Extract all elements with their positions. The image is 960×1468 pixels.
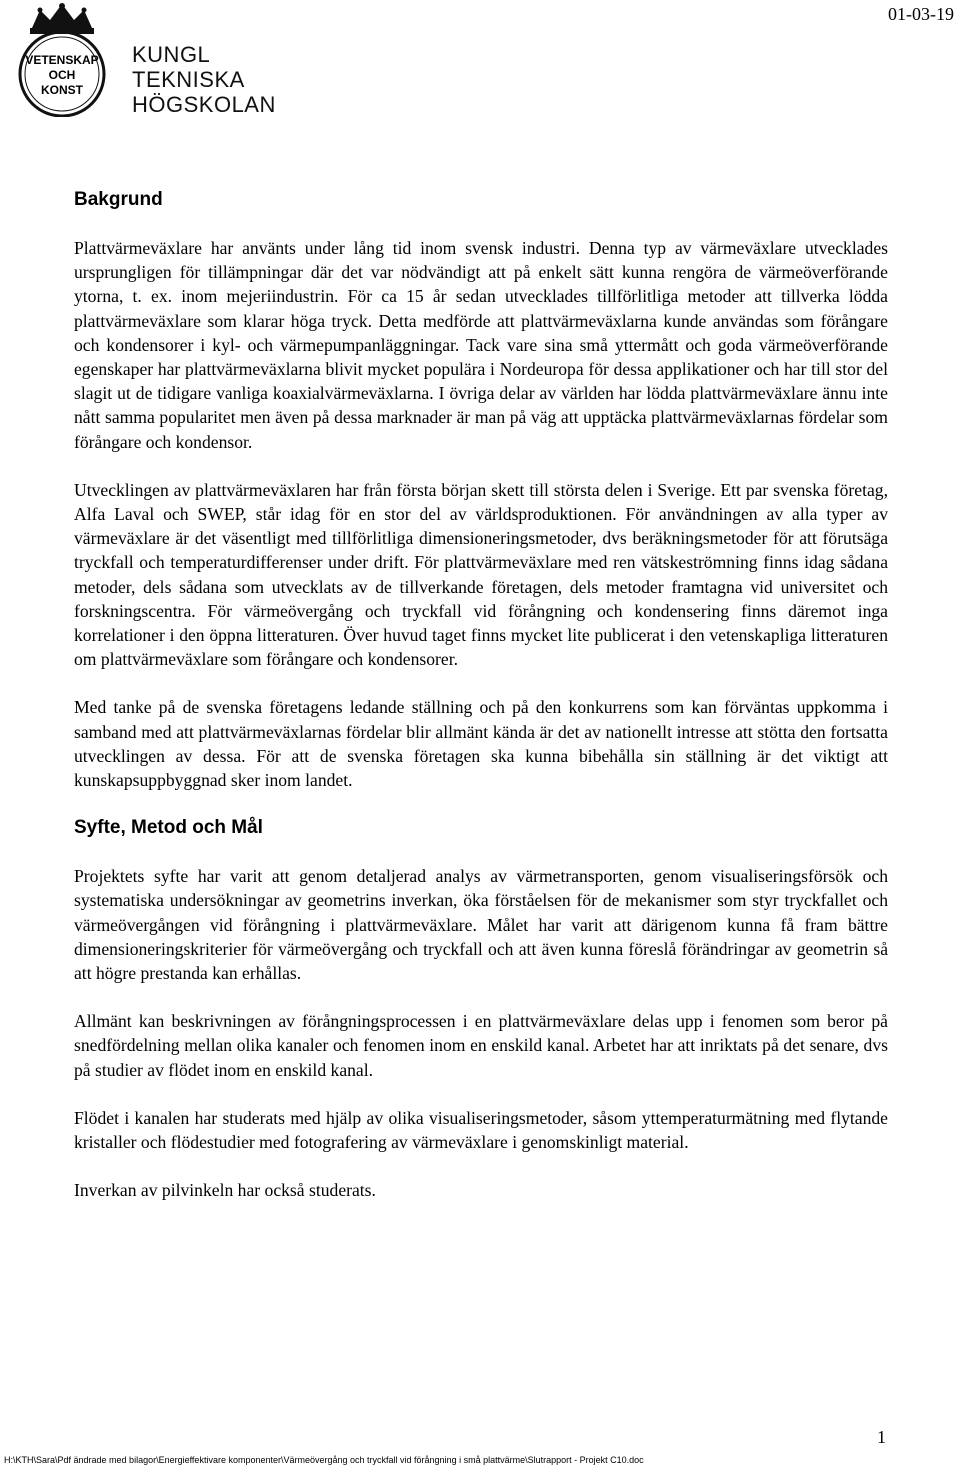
wordmark-line-2: TEKNISKA [132,67,245,92]
paragraph: Plattvärmeväxlare har använts under lång tid inom svensk industri. Denna typ av värmeväxlare utvecklades ursprungligen för tillämpningar där det var nödvändigt att på enkelt sätt kunna rengöra de värmeöverförande ytorna, t. ex. inom mejeriindustrin. För ca 15 år sedan utvecklades tillförlitliga metoder att tillverka lödda plattvärmeväxlare som klarar höga tryck. Detta medförde att plattvärmeväxlarna kunde användas som förångare och kondensorer i kyl- och värmepumpanläggningar. Tack vare sina små yttermått och goda värmeöverförande egenskaper har plattvärmeväxlarna blivit mycket populära i Nordeuropa för dessa applikationer och har till stor del slagit ut de tidigare vanliga koaxialvärmeväxlarna. I övriga delar av världen har lödda plattvärmeväxlare ännu inte nått samma popularitet men även på dessa marknader är man på väg att upptäcka plattvärmeväxlarnas fördelar som förångare och kondensor. [74,238,888,452]
paragraph: Utvecklingen av plattvärmeväxlaren har från första början skett till största delen i Sverige. Ett par svenska företag, Alfa Laval och SWEP, står idag för en stor del av världsproduktionen. För användningen av alla typer av värmeväxlare är det väsentligt med tillförlitliga dimensioneringsmetoder, dvs beräkningsmetoder för att förutsäga tryckfall och temperaturdifferenser under drift. För plattvärmeväxlare med ren vätskeströmning finns idag sådana metoder, dels sådana som utvecklats av de tillverkande företagen, dels metoder framtagna vid universitet och forskningscentra. För värmeövergång och tryckfall vid förångning och kondensering finns däremot inga korrelationer i den öppna litteraturen. Över huvud taget finns mycket lite publicerat i den vetenskapliga litteraturen om plattvärmeväxlare som förångare och kondensorer. [74,479,888,670]
seal-text-1: VETENSKAP [25,53,99,67]
page-number: 1 [877,1427,886,1447]
section-heading-syfte: Syfte, Metod och Mål [74,817,263,839]
kth-seal-icon [2,2,132,117]
wordmark-line-1: KUNGL [132,42,211,67]
seal-text-2: OCH [48,68,76,82]
section-heading-bakgrund: Bakgrund [74,189,163,210]
kth-logo [2,2,276,117]
kth-wordmark [132,42,276,117]
document-date: 01-03-19 [888,4,954,24]
paragraph: Projektets syfte har varit att genom detaljerad analys av värmetransporten, genom visualiseringsförsök och systematiska undersökningar av geometrins inverkan, öka förståelsen för de mekanismer som styr tryckfallet och värmeövergången vid förångning i plattvärmeväxlare. Målet har varit att därigenom kunna få fram bättre dimensioneringskriterier för värmeövergång och tryckfall och att även kunna föreslå förändringar av geometrin så att högre prestanda kan erhållas. [74,866,888,984]
seal-text-3: KONST [41,83,83,97]
paragraph: Med tanke på de svenska företagens ledande ställning och på den konkurrens som kan förväntas uppkomma i samband med att plattvärmeväxlarnas fördelar blir allmänt kända är det av nationellt intresse att stötta den fortsatta utvecklingen av dessa. För att de svenska företagen ska kunna bibehålla sin ställning är det viktigt att kunskapsuppbyggnad sker inom landet. [74,697,888,791]
footer-file-path: H:\KTH\Sara\Pdf ändrade med bilagor\Energieffektivare komponenter\Värmeövergång och tryckfall vid förångning i små plattvärme\Slutrapport - Projekt C10.doc [4,1455,644,1465]
document-body [74,186,888,1203]
paragraph: Inverkan av pilvinkeln har också studerats. [74,1180,376,1201]
wordmark-line-3: HÖGSKOLAN [132,92,276,117]
paragraph: Allmänt kan beskrivningen av förångningsprocessen i en plattvärmeväxlare delas upp i fenomen som beror på snedfördelning mellan olika kanaler och fenomen inom en enskild kanal. Arbetet har att inriktats på det senare, dvs på studier av flödet inom en enskild kanal. [74,1011,888,1080]
paragraph: Flödet i kanalen har studerats med hjälp av olika visualiseringsmetoder, såsom yttemperaturmätning med flytande kristaller och flödestudier med fotografering av värmeväxlare i genomskinligt material. [74,1107,888,1153]
